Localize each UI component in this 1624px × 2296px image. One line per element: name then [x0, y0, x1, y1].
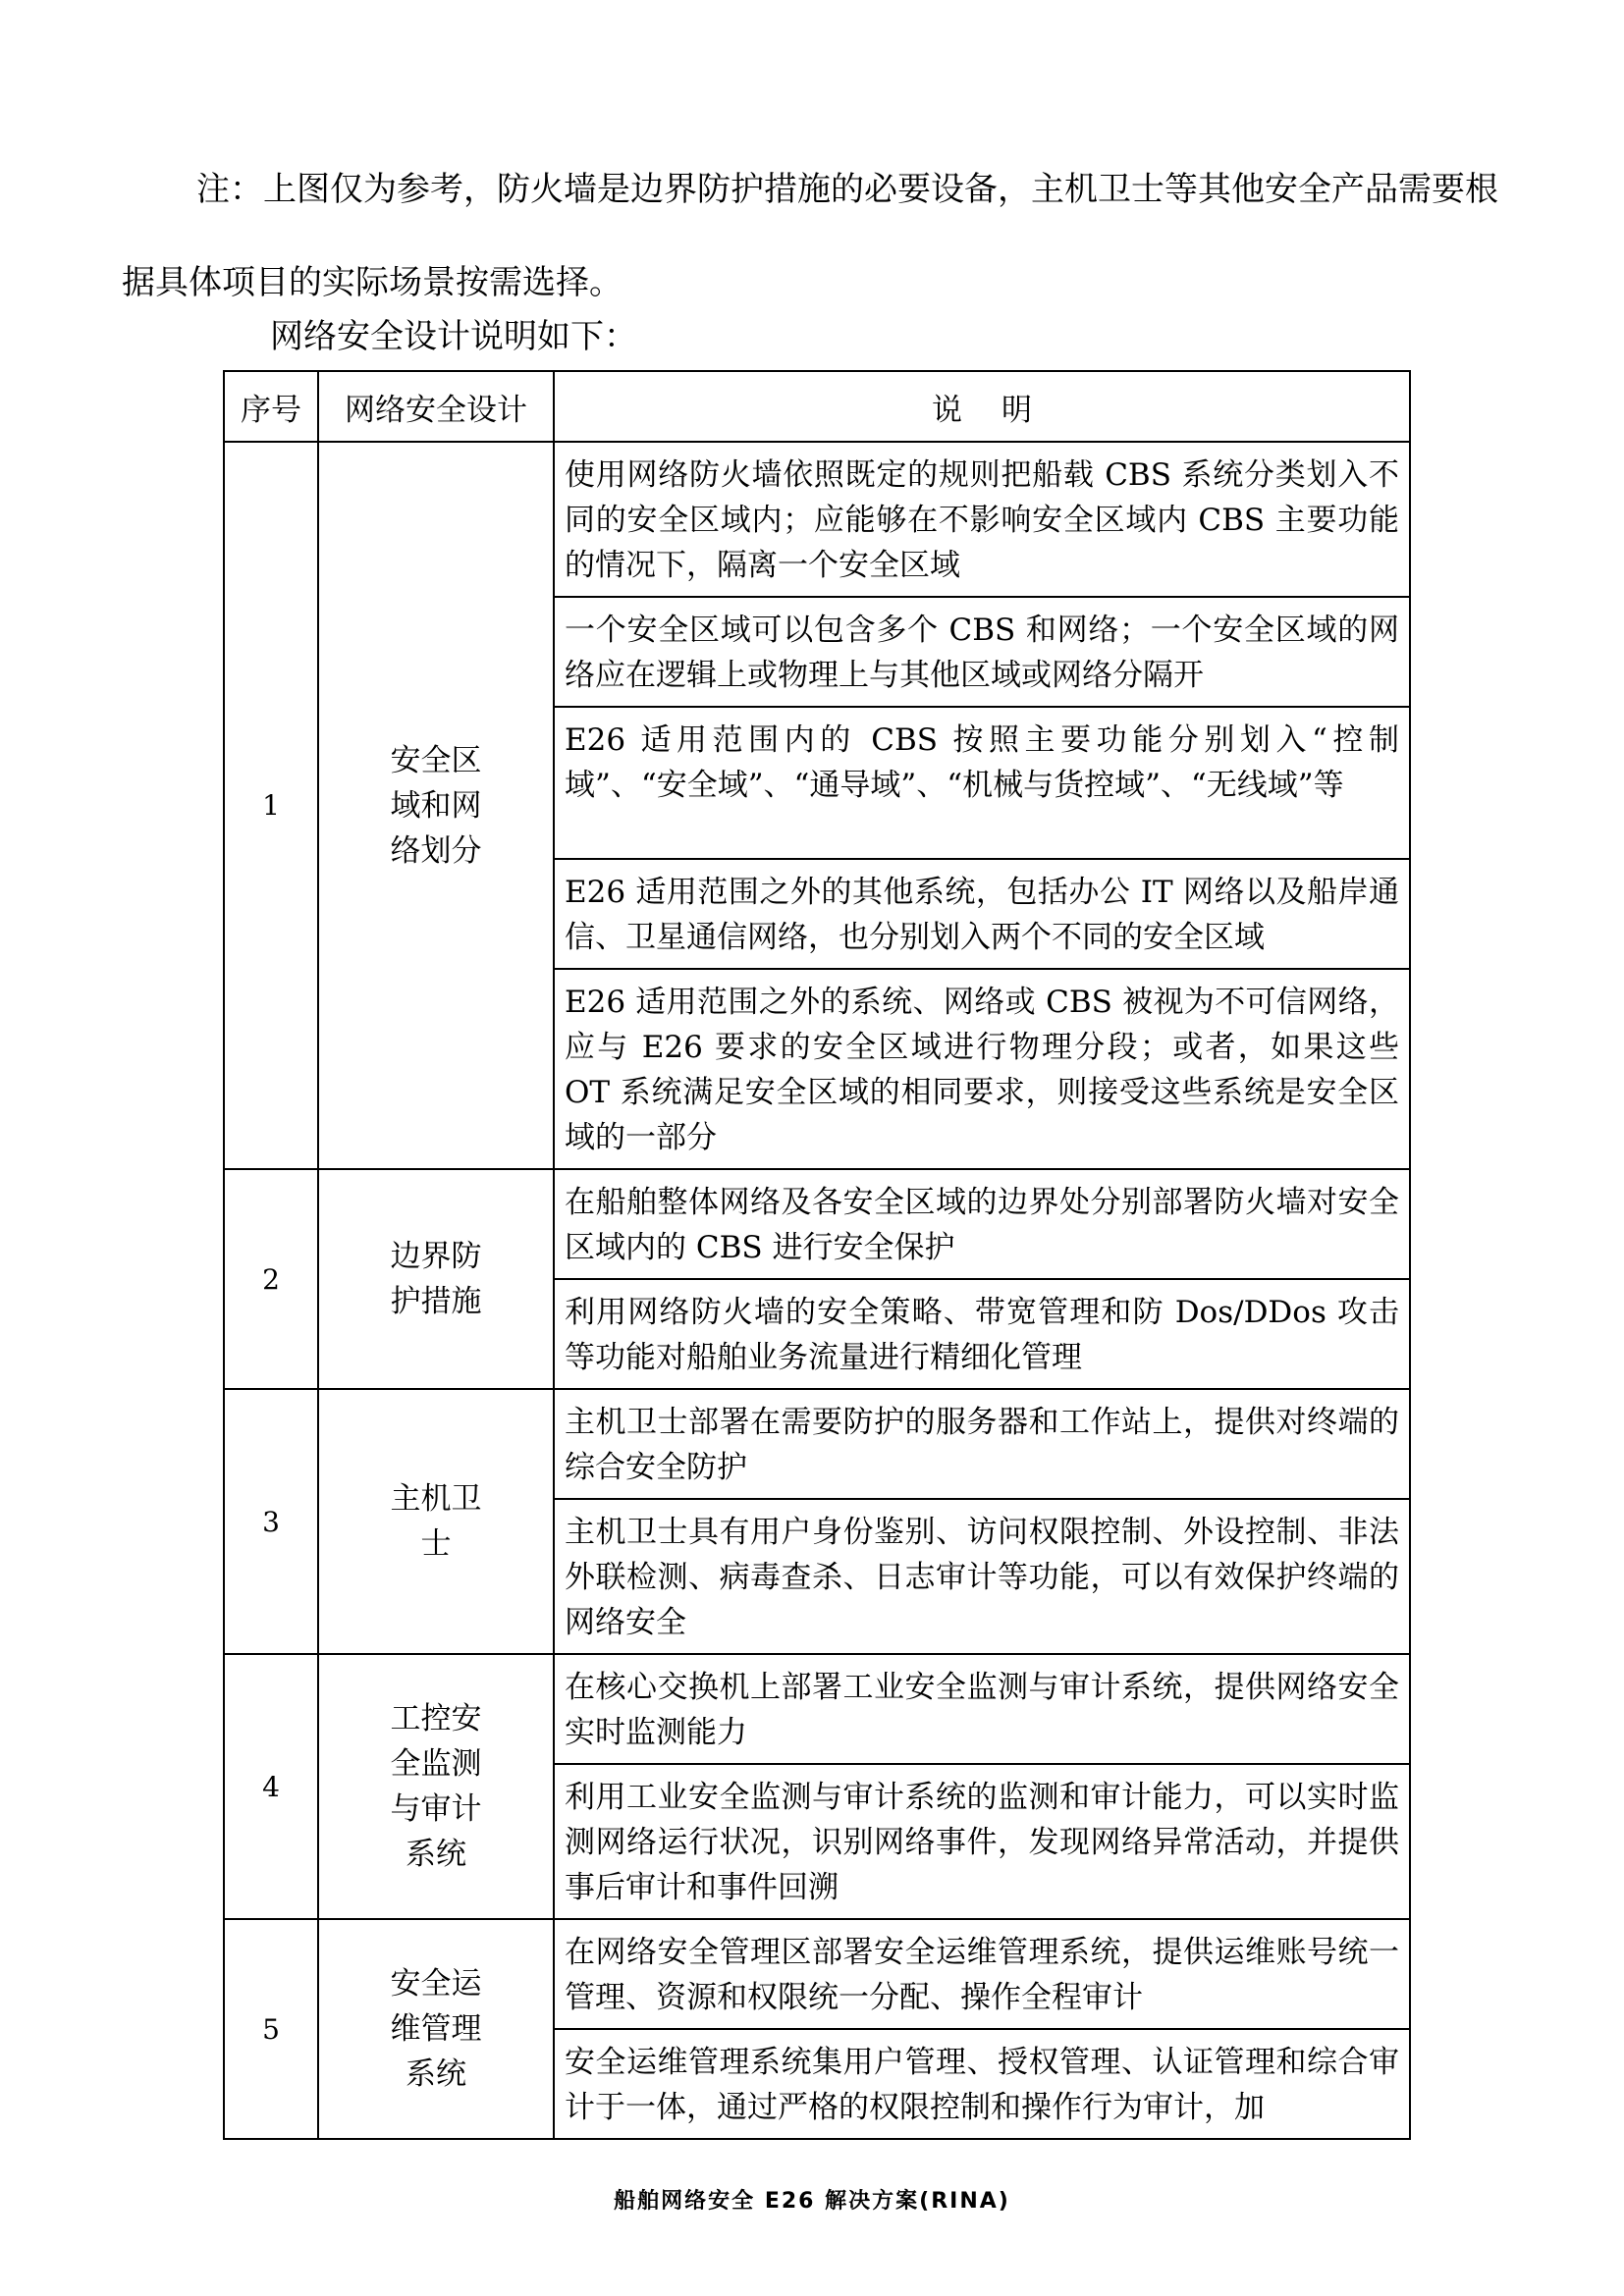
- row-index: 1: [224, 442, 318, 1169]
- category-label: 安全区域和网络划分: [390, 742, 482, 869]
- table-row: [224, 1654, 1410, 1764]
- row-category: [318, 1654, 554, 1919]
- category-label: 工控安全监测与审计系统: [390, 1701, 482, 1872]
- row-description: 主机卫士具有用户身份鉴别、访问权限控制、外设控制、非法外联检测、病毒查杀、日志审计等功能，可以有效保护终端的网络安全: [554, 1499, 1410, 1654]
- row-description: E26 适用范围之外的系统、网络或 CBS 被视为不可信网络，应与 E26 要求的安全区域进行物理分段；或者，如果这些 OT 系统满足安全区域的相同要求，则接受这些系统是安全区域的一部分: [554, 969, 1410, 1169]
- security-design-table: [223, 370, 1411, 2140]
- row-category: [318, 1919, 554, 2139]
- header-category: 网络安全设计: [318, 371, 554, 442]
- row-index: 3: [224, 1389, 318, 1654]
- header-description: 说明: [554, 371, 1410, 442]
- table-row: [224, 1389, 1410, 1499]
- row-category: [318, 1169, 554, 1389]
- row-description: 利用网络防火墙的安全策略、带宽管理和防 Dos/DDos 攻击等功能对船舶业务流量进行精细化管理: [554, 1279, 1410, 1389]
- row-description: 主机卫士部署在需要防护的服务器和工作站上，提供对终端的综合安全防护: [554, 1389, 1410, 1499]
- row-description: 利用工业安全监测与审计系统的监测和审计能力，可以实时监测网络运行状况，识别网络事件，发现网络异常活动，并提供事后审计和事件回溯: [554, 1764, 1410, 1919]
- page-footer: 船舶网络安全 E26 解决方案(RINA): [614, 2189, 1010, 2214]
- row-description: 安全运维管理系统集用户管理、授权管理、认证管理和综合审计于一体，通过严格的权限控制和操作行为审计，加: [554, 2029, 1410, 2139]
- table-row: [224, 1169, 1410, 1279]
- row-index: 2: [224, 1169, 318, 1389]
- header-index: 序号: [224, 371, 318, 442]
- category-label: 安全运维管理系统: [390, 1966, 482, 2092]
- table-caption: 网络安全设计说明如下：: [270, 317, 637, 356]
- row-index: 5: [224, 1919, 318, 2139]
- row-category: [318, 1389, 554, 1654]
- table-header-row: [224, 371, 1410, 442]
- category-label: 主机卫士: [390, 1481, 482, 1562]
- row-category: [318, 442, 554, 1169]
- row-description: 在网络安全管理区部署安全运维管理系统，提供运维账号统一管理、资源和权限统一分配、操作全程审计: [554, 1919, 1410, 2029]
- row-description: E26 适用范围内的 CBS 按照主要功能分别划入“控制域”、“安全域”、“通导域”、“机械与货控域”、“无线域”等: [554, 707, 1410, 859]
- table-row: [224, 442, 1410, 597]
- row-description: 一个安全区域可以包含多个 CBS 和网络；一个安全区域的网络应在逻辑上或物理上与其他区域或网络分隔开: [554, 597, 1410, 707]
- row-description: 在核心交换机上部署工业安全监测与审计系统，提供网络安全实时监测能力: [554, 1654, 1410, 1764]
- row-description: E26 适用范围之外的其他系统，包括办公 IT 网络以及船岸通信、卫星通信网络，也分别划入两个不同的安全区域: [554, 859, 1410, 969]
- note-paragraph: 注：上图仅为参考，防火墙是边界防护措施的必要设备，主机卫士等其他安全产品需要根据具体项目的实际场景按需选择。: [122, 170, 1498, 302]
- row-index: 4: [224, 1654, 318, 1919]
- category-label: 边界防护措施: [390, 1239, 482, 1319]
- table-row: [224, 1919, 1410, 2029]
- row-description: 使用网络防火墙依照既定的规则把船载 CBS 系统分类划入不同的安全区域内；应能够在不影响安全区域内 CBS 主要功能的情况下，隔离一个安全区域: [554, 442, 1410, 597]
- row-description: 在船舶整体网络及各安全区域的边界处分别部署防火墙对安全区域内的 CBS 进行安全保护: [554, 1169, 1410, 1279]
